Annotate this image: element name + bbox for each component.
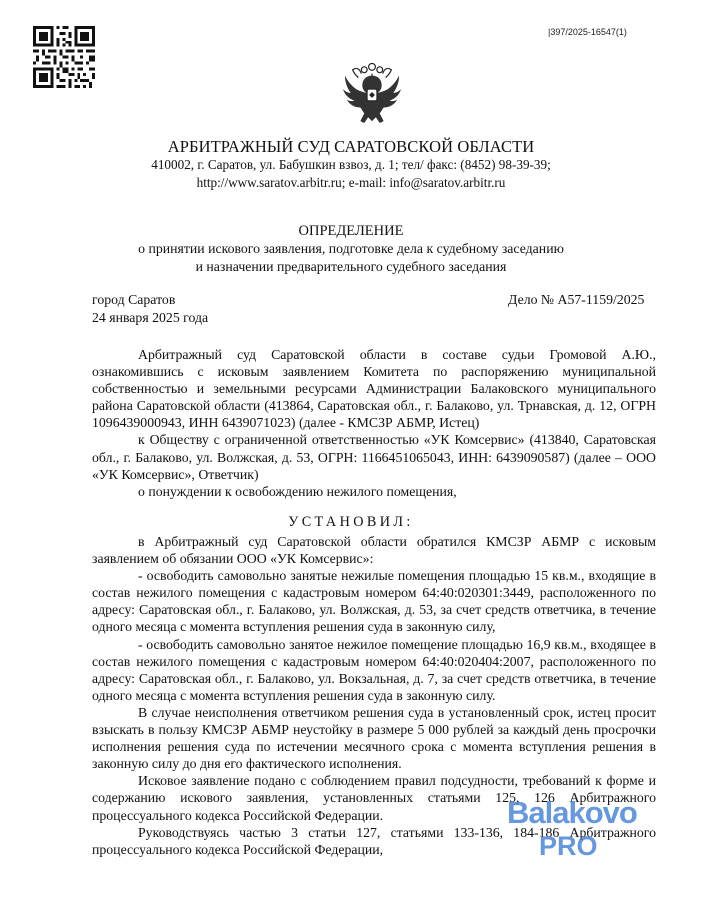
findings-paragraph-3: - освободить самовольно занятое нежилое помещение площадью 16,9 кв.м., входящее в состав нежилого помещения с кадастровым номером 64:40:020404:2007, расположенного по адресу: Саратовская обл., г. Балаково, ул. Вокзальная, д. 7, за счет средств ответчика, в течение одного месяца с момента вступления решения суда в законную силу.: [92, 636, 656, 703]
findings-paragraph-2: - освободить самовольно занятые нежилые помещения площадью 15 кв.м., входящие в состав нежилого помещения с кадастровым номером 64:40:020301:3449, расположенного по адресу: Саратовская обл., г. Балаково, ул. Волжская, д. 53, за счет средств ответчика, в течение одного месяца с момента вступления решения суда в законную силу,: [92, 568, 656, 635]
coat-of-arms-icon: [341, 62, 403, 124]
findings-paragraph-4: В случае неисполнения ответчиком решения суда в установленный срок, истец просит взыскать в пользу КМСЗР АБМР неустойку в размере 5 000 рублей за каждый день просрочки исполнения решения суда по истечении месячного срока с момента вступления решения в законную силу до дня его фактического исполнения.: [92, 704, 656, 772]
findings-paragraph-5: Исковое заявление подано с соблюдением правил подсудности, требований к форме и содержанию искового заявления, установленных статьями 125, 126 Арбитражного процессуального кодекса Российской Федерации.: [92, 773, 656, 823]
document-subtitle-line-1: о принятии искового заявления, подготовке дела к судебному заседанию: [138, 241, 564, 256]
watermark-line-1: Balakovo: [507, 795, 637, 830]
section-heading: УСТАНОВИЛ:: [288, 514, 414, 530]
findings-paragraph-1: в Арбитражный суд Саратовской области обратился КМСЗР АБМР с исковым заявлением об обязании ООО «УК Комсервис»:: [92, 534, 656, 567]
case-number: Дело № А57-1159/2025: [508, 292, 645, 307]
findings-paragraph-6: Руководствуясь частью 3 статьи 127, статьями 133-136, 184-186 Арбитражного процессуального кодекса Российской Федерации,: [92, 824, 656, 857]
court-name: АРБИТРАЖНЫЙ СУД САРАТОВСКОЙ ОБЛАСТИ: [167, 137, 535, 156]
site-watermark: [507, 795, 667, 867]
document-id: |397/2025-16547(1): [548, 27, 627, 37]
intro-section: [92, 346, 656, 500]
intro-paragraph-3: о понуждении к освобождению нежилого помещения,: [138, 483, 457, 499]
court-contacts: http://www.saratov.arbitr.ru; e-mail: info@saratov.arbitr.ru: [196, 175, 506, 190]
watermark-line-2: PRO: [539, 831, 598, 861]
document-subtitle-line-2: и назначении предварительного судебного заседания: [195, 259, 507, 274]
intro-paragraph-1: Арбитражный суд Саратовской области в составе судьи Громовой А.Ю., ознакомившись с исковым заявлением Комитета по распоряжению муниципальной собственностью и земельными ресурсами Администрации Балаковского муниципального района Саратовской области (413864, Саратовская обл., г. Балаково, ул. Трнавская, д. 12, ОГРН 1096439000943, ИНН 6439071023) (далее - КМСЗР АБМР, Истец): [92, 347, 656, 431]
qr-code-icon: [33, 26, 95, 88]
city: город Саратов: [92, 292, 176, 307]
court-address: 410002, г. Саратов, ул. Бабушкин взвоз, д. 1; тел/ факс: (8452) 98-39-39;: [151, 157, 551, 172]
document-title: ОПРЕДЕЛЕНИЕ: [298, 223, 404, 239]
intro-paragraph-2: к Обществу с ограниченной ответственностью «УК Комсервис» (413840, Саратовская обл., г. Балаково, ул. Волжская, д. 53, ОГРН: 1166451065043, ИНН: 6439090587) (далее – ООО «УК Комсервис», Ответчик): [92, 432, 656, 482]
date: 24 января 2025 года: [92, 310, 209, 325]
